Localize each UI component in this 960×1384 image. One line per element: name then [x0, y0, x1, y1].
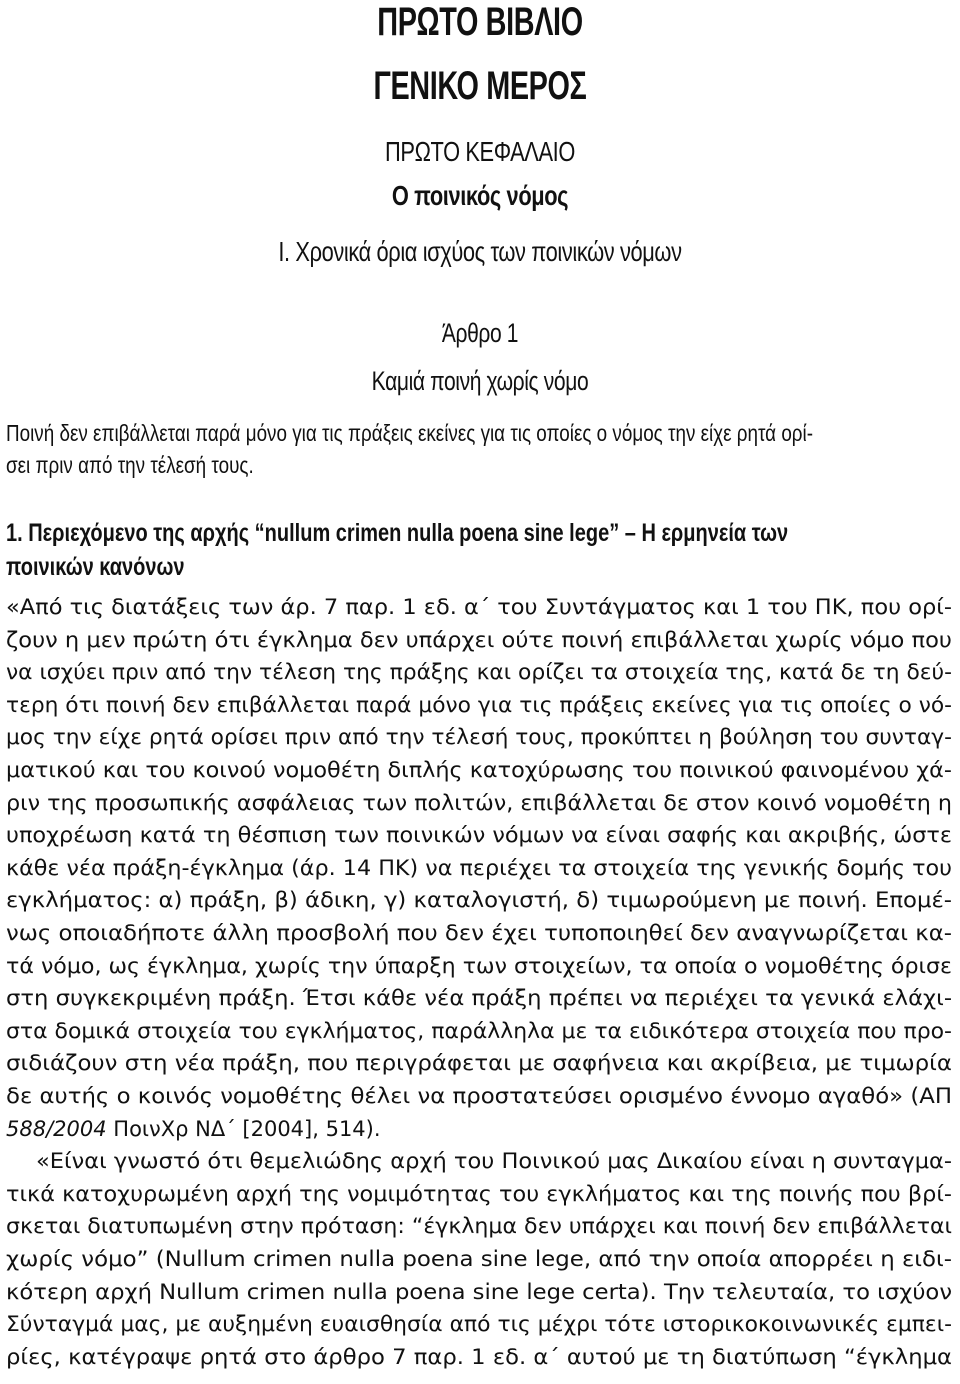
- section-title: Ι. Χρονικά όρια ισχύος των ποινικών νόμων: [278, 236, 682, 267]
- body-text-line: στη συγκεκριμένη πράξη. Έτσι κάθε νέα πράξη πρέπει να περιέχει τα γενικά ελάχι-: [6, 986, 953, 1011]
- body-text-line: νως οποιαδήποτε άλλη προσβολή που δεν έχει τυποποιηθεί δεν αναγνωρίζεται κα-: [6, 921, 953, 945]
- article-number: Άρθρο 1: [441, 318, 519, 348]
- body-text-line: τά νόμο, ως έγκλημα, χωρίς την ύπαρξη των στοιχείων, τα οποία ο νομοθέτης όρισε: [6, 953, 952, 978]
- body-text-line: χωρίς νόμο” (Nullum crimen nulla poena sine lege, από την οποία απορρέει η ειδι-: [6, 1247, 953, 1271]
- body-text-line: Σύνταγμά μας, με αυξημένη ευαισθησία από τις μέχρι τότε ιστορικοκοινωνικές εμπει-: [6, 1312, 953, 1337]
- article-text-line: σει πριν από την τέλεσή τους.: [6, 452, 254, 478]
- body-text-line: κότερη αρχή Nullum crimen nulla poena sine lege certa). Την τελευταία, το ισχύον: [6, 1279, 952, 1304]
- body-text-line: «Από τις διατάξεις των άρ. 7 παρ. 1 εδ. α΄ του Συντάγματος και 1 του ΠΚ, που ορί-: [6, 595, 953, 619]
- article-text-line: Ποινή δεν επιβάλλεται παρά μόνο για τις πράξεις εκείνες για τις οποίες ο νόμος την είχε ρητά ορί-: [6, 420, 814, 446]
- note-heading-line: 1. Περιεχόμενο της αρχής “nullum crimen nulla poena sine lege” – Η ερμηνεία των: [6, 519, 789, 547]
- body-text-line: τικά κατοχυρωμένη αρχή της νομιμότητας του εγκλήματος και της ποινής που βρί-: [6, 1181, 952, 1206]
- body-text-line: στα δομικά στοιχεία του εγκλήματος, παράλληλα με τα ειδικότερα στοιχεία που προ-: [6, 1018, 952, 1043]
- body-text-line: ματικού και του κοινού νομοθέτη διπλής κατοχύρωσης του ποινικού φαινομένου χά-: [6, 758, 952, 782]
- body-text-line: να ισχύει πριν από την τέλεση της πράξης και ορίζει τα στοιχεία της, κατά δε τη δεύ-: [6, 660, 953, 685]
- body-text-line: δε αυτής ο κοινός νομοθέτης θέλει να προστατεύσει ορισμένο έννομο αγαθό» (ΑΠ: [6, 1084, 953, 1108]
- body-text-line: σκεται διατυπωμένη στην πρόταση: “έγκλημα δεν υπάρχει και ποινή δεν επιβάλλεται: [6, 1214, 953, 1239]
- body-text-line: μος την είχε ρητά ορίσει πριν από την τέλεσή τους, προκύπτει η βούληση του συνταγ-: [6, 725, 952, 750]
- part-title: ΓΕΝΙΚΟ ΜΕΡΟΣ: [373, 64, 587, 108]
- body-text-line: υποχρέωση κατά τη θέσπιση των ποινικών νόμων να είναι σαφής και ακριβής, ώστε: [6, 823, 952, 848]
- body-text-line: ζουν η μεν πρώτη ότι έγκλημα δεν υπάρχει ούτε ποινή επιβάλλεται χωρίς νόμο που: [6, 627, 952, 652]
- chapter-title: Ο ποινικός νόμος: [391, 180, 569, 211]
- citation-line: [6, 1116, 381, 1142]
- body-text-line: κάθε νέα πράξη-έγκλημα (άρ. 14 ΠΚ) να περιέχει τα στοιχεία της γενικής δομής του: [6, 855, 953, 880]
- citation-source: ΠοινΧρ ΝΔ΄ [2004], 514).: [106, 1116, 381, 1141]
- note-heading-line: ποινικών κανόνων: [6, 553, 185, 581]
- body-text-line: ριν της προσωπικής ασφάλειας των πολιτών, επιβάλλεται δε στον κοινό νομοθέτη η: [6, 790, 953, 815]
- article-title: Καμιά ποινή χωρίς νόμο: [371, 366, 589, 396]
- body-text-line: τερη ότι ποινή δεν επιβάλλεται παρά μόνο για τις πράξεις εκείνες για τις οποίες ο νό-: [6, 692, 953, 717]
- body-text-line: σιδιάζουν στη νέα πράξη, που περιγράφεται με σαφήνεια και ακρίβεια, με τιμωρία: [6, 1051, 952, 1076]
- book-title: ΠΡΩΤΟ ΒΙΒΛΙΟ: [377, 0, 583, 44]
- body-text-line: εγκλήματος: α) πράξη, β) άδικη, γ) καταλογιστή, δ) τιμωρούμενη με ποινή. Επομέ-: [6, 888, 952, 913]
- body-text-line: ρίες, κατέγραψε ρητά στο άρθρο 7 παρ. 1 εδ. α΄ αυτού με τη διατύπωση “έγκλημα: [6, 1344, 953, 1369]
- chapter-number: ΠΡΩΤΟ ΚΕΦΑΛΑΙΟ: [385, 136, 575, 167]
- body-text-line: «Είναι γνωστό ότι θεμελιώδης αρχή του Ποινικού μας Δικαίου είναι η συνταγμα-: [36, 1149, 953, 1174]
- citation-case-number: 588/2004: [6, 1116, 107, 1141]
